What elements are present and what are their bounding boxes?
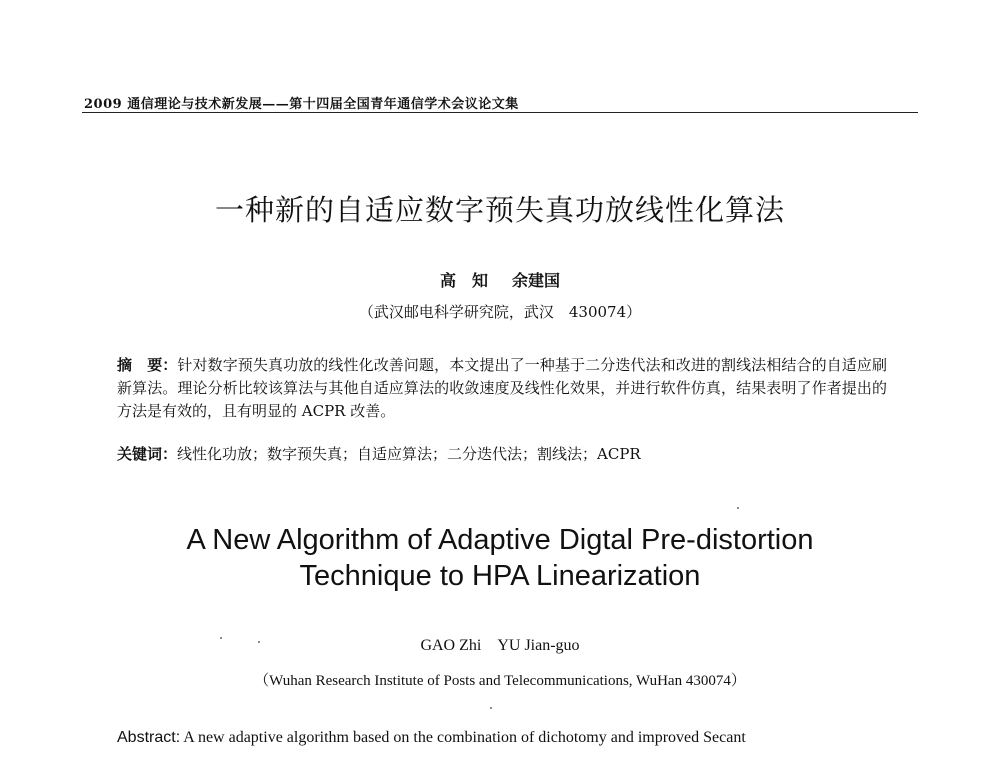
- running-header: 2009 通信理论与技术新发展——第十四届全国青年通信学术会议论文集: [84, 97, 519, 112]
- chinese-keywords-text: 线性化功放；数字预失真；自适应算法；二分迭代法；割线法；ACPR: [177, 445, 641, 463]
- english-authors: [0, 637, 1000, 655]
- chinese-keywords-label: 关键词：: [117, 445, 178, 463]
- english-abstract-text: A new adaptive algorithm based on the combination of dichotomy and improved Secant: [183, 729, 746, 746]
- english-author-1: GAO Zhi: [420, 637, 482, 654]
- english-abstract-label: Abstract:: [117, 729, 181, 746]
- english-title-line-2: Technique to HPA Linearization: [299, 560, 701, 592]
- header-rule: [82, 112, 918, 113]
- scan-speck: [490, 707, 492, 709]
- chinese-authors: [0, 268, 1000, 291]
- chinese-abstract-text: 针对数字预失真功放的线性化改善问题，本文提出了一种基于二分迭代法和改进的割线法相结合的自适应刷新算法。理论分析比较该算法与其他自适应算法的收敛速度及线性化效果，并进行软件仿真，结果表明了作者提出的方法是有效的，且有明显的 ACPR 改善。: [117, 356, 887, 420]
- scan-speck: [220, 637, 222, 639]
- chinese-affiliation: （武汉邮电科学研究院，武汉 430074）: [358, 303, 642, 321]
- chinese-abstract: [117, 354, 887, 423]
- chinese-title: 一种新的自适应数字预失真功放线性化算法: [214, 193, 785, 227]
- scan-speck: [258, 641, 260, 643]
- english-title: [0, 522, 1000, 594]
- chinese-author-1: 高 知: [439, 271, 488, 290]
- english-abstract: [117, 726, 883, 750]
- chinese-keywords: [117, 443, 887, 464]
- english-author-2: YU Jian-guo: [497, 637, 580, 654]
- english-title-line-1: A New Algorithm of Adaptive Digtal Pre-distortion: [186, 524, 814, 556]
- chinese-author-2: 余建国: [512, 271, 561, 290]
- english-affiliation: （Wuhan Research Institute of Posts and Telecommunications, WuHan 430074）: [254, 673, 746, 689]
- scan-speck: [737, 507, 739, 509]
- chinese-abstract-label: 摘 要：: [117, 356, 178, 374]
